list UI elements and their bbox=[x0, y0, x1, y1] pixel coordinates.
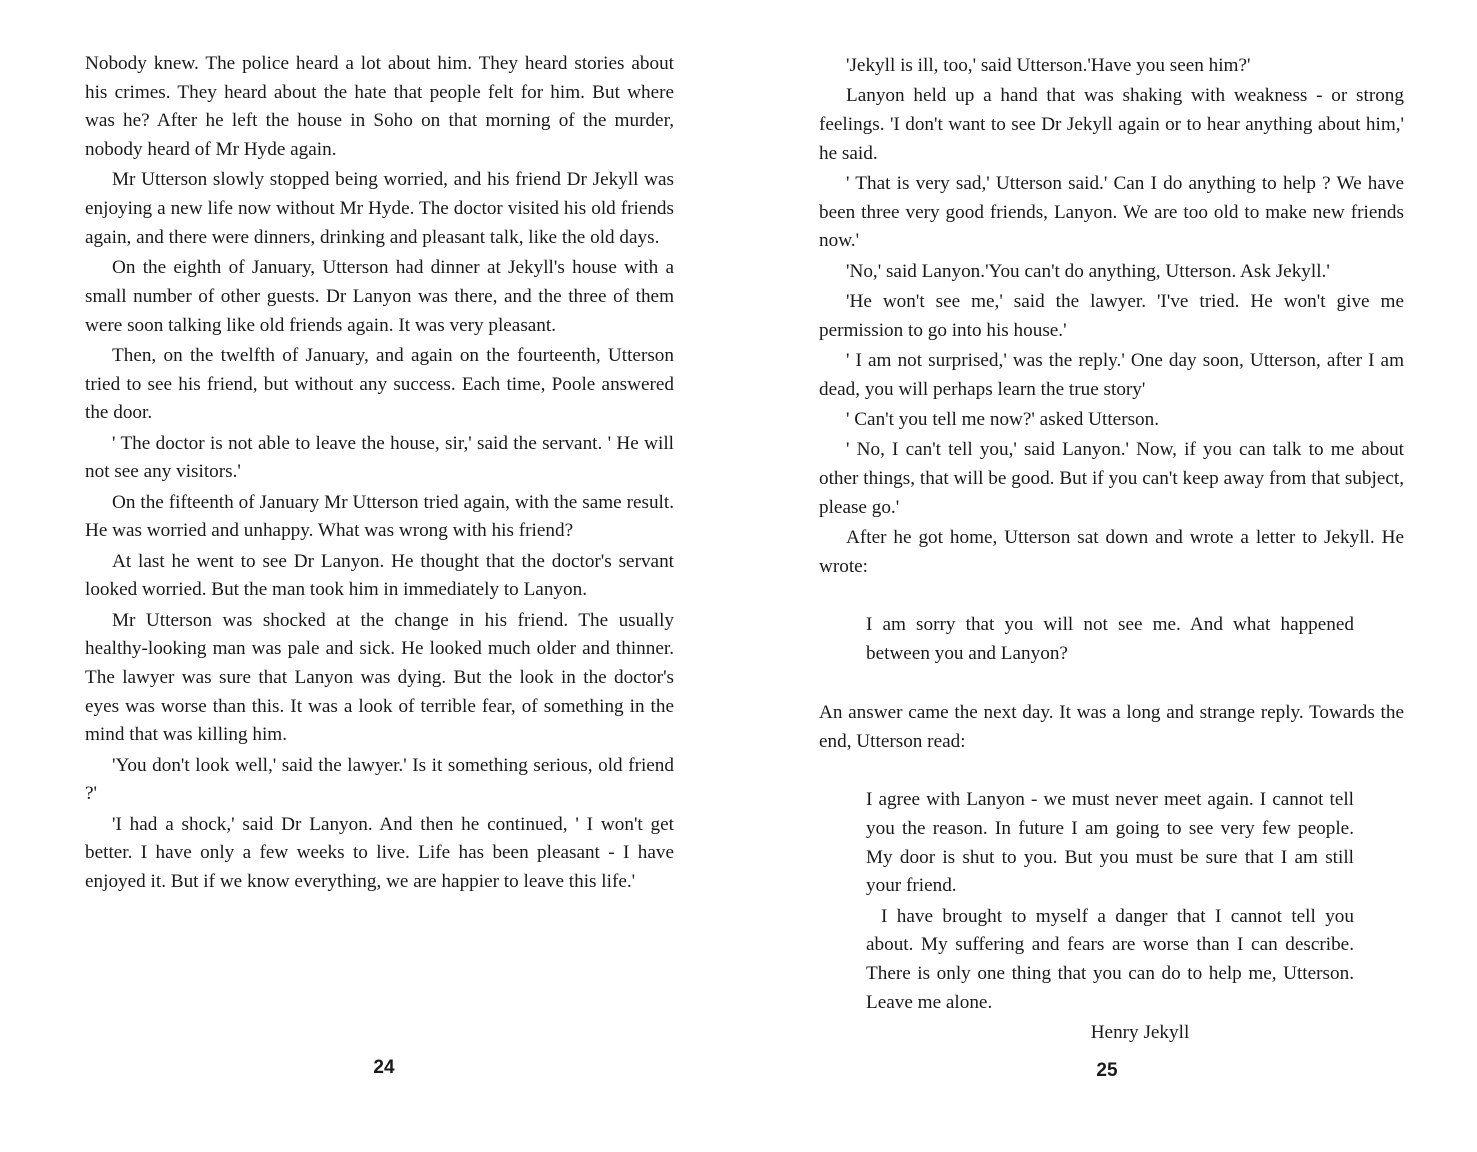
letter-signature: Henry Jekyll bbox=[1090, 1022, 1190, 1044]
paragraph: ' The doctor is not able to leave the house, sir,' said the servant. ' He will not see any visitors.' bbox=[85, 432, 674, 483]
paragraph: ' That is very sad,' Utterson said.' Can I do anything to help ? We have been three very good friends, Lanyon. We are too old to make new friends now.' bbox=[819, 173, 1404, 252]
paragraph: 'He won't see me,' said the lawyer. 'I've tried. He won't give me permission to go into his house.' bbox=[819, 291, 1404, 341]
page-number: 25 bbox=[1096, 1060, 1118, 1081]
letter-quote bbox=[866, 786, 1354, 1048]
paragraph: After he got home, Utterson sat down and wrote a letter to Jekyll. He wrote: bbox=[819, 527, 1404, 577]
left-page bbox=[0, 0, 738, 1152]
paragraph: 'Jekyll is ill, too,' said Utterson.'Have you seen him?' bbox=[846, 55, 1251, 76]
letter-paragraph: I have brought to myself a danger that I cannot tell you about. My suffering and fears are worse than I can describe. There is only one thing that you can do to help me, Utterson. Leave me alone. bbox=[866, 905, 1354, 1013]
paragraph: An answer came the next day. It was a long and strange reply. Towards the end, Utterson read: bbox=[819, 701, 1404, 752]
letter-paragraph: I am sorry that you will not see me. And what happened between you and Lanyon? bbox=[866, 614, 1354, 665]
paragraph: Mr Utterson was shocked at the change in his friend. The usually healthy-looking man was pale and sick. He looked much older and thinner. The lawyer was sure that Lanyon was dying. But the look in the doctor's eyes was worse than this. It was a look of terrible fear, of something in the mind that was killing him. bbox=[85, 609, 674, 746]
right-page-text bbox=[819, 52, 1404, 1078]
paragraph: 'No,' said Lanyon.'You can't do anything, Utterson. Ask Jekyll.' bbox=[846, 260, 1330, 282]
paragraph: On the eighth of January, Utterson had dinner at Jekyll's house with a small number of other guests. Dr Lanyon was there, and the three of them were soon talking like old friends again. It was very pleasant. bbox=[85, 257, 674, 336]
paragraph: Mr Utterson slowly stopped being worried, and his friend Dr Jekyll was enjoying a new life now without Mr Hyde. The doctor visited his old friends again, and there were dinners, drinking and pleasant talk, like the old days. bbox=[85, 169, 674, 248]
paragraph: ' I am not surprised,' was the reply.' One day soon, Utterson, after I am dead, you will perhaps learn the true story' bbox=[819, 350, 1404, 400]
paragraph: ' No, I can't tell you,' said Lanyon.' Now, if you can talk to me about other things, that will be good. But if you can't keep away from that subject, please go.' bbox=[819, 439, 1404, 518]
paragraph: Lanyon held up a hand that was shaking with weakness - or strong feelings. 'I don't want to see Dr Jekyll again or to hear anything about him,' he said. bbox=[819, 85, 1404, 164]
page-number: 24 bbox=[373, 1057, 395, 1078]
paragraph: Then, on the twelfth of January, and again on the fourteenth, Utterson tried to see his friend, but without any success. Each time, Poole answered the door. bbox=[85, 344, 674, 424]
paragraph: 'You don't look well,' said the lawyer.' Is it something serious, old friend ?' bbox=[85, 754, 674, 805]
right-page bbox=[738, 0, 1477, 1152]
paragraph: Nobody knew. The police heard a lot about him. They heard stories about his crimes. They heard about the hate that people felt for him. But where was he? After he left the house in Soho on that morning of the murder, nobody heard of Mr Hyde again. bbox=[85, 53, 674, 161]
paragraph: ' Can't you tell me now?' asked Utterson. bbox=[846, 409, 1160, 430]
letter-paragraph: I agree with Lanyon - we must never meet again. I cannot tell you the reason. In future I am going to see very few people. My door is shut to you. But you must be sure that I am still your friend. bbox=[866, 789, 1354, 897]
left-page-text bbox=[85, 50, 674, 898]
paragraph: 'I had a shock,' said Dr Lanyon. And then he continued, ' I won't get better. I have only a few weeks to live. Life has been pleasant - I have enjoyed it. But if we know everything, we are happier to leave this life.' bbox=[85, 813, 674, 893]
paragraph: On the fifteenth of January Mr Utterson tried again, with the same result. He was worried and unhappy. What was wrong with his friend? bbox=[85, 491, 674, 542]
paragraph: At last he went to see Dr Lanyon. He thought that the doctor's servant looked worried. But the man took him in immediately to Lanyon. bbox=[85, 550, 674, 601]
letter-quote bbox=[866, 611, 1354, 668]
